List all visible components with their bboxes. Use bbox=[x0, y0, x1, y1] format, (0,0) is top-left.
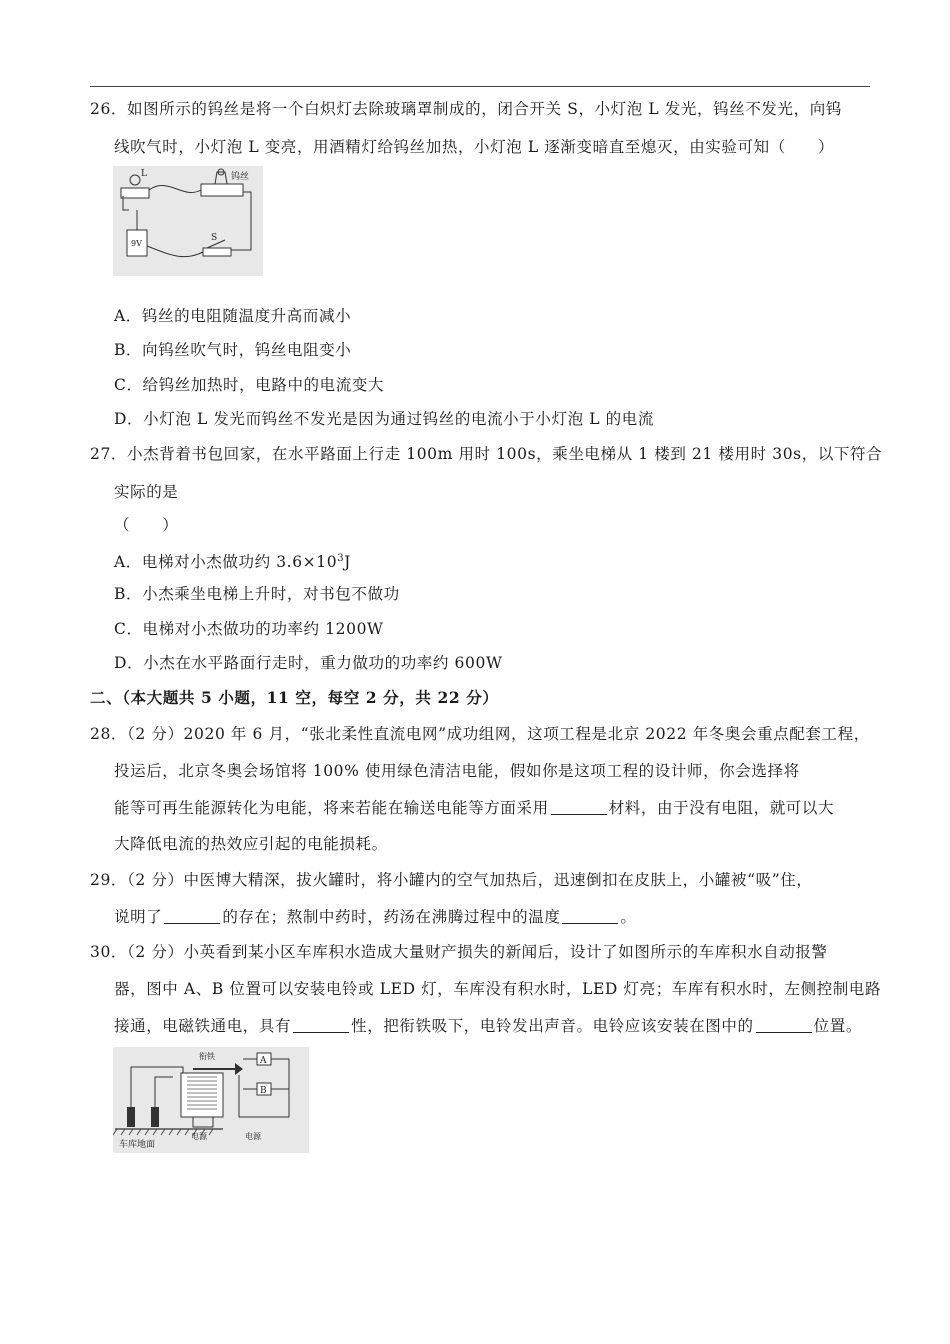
q29-line2: 说明了 的存在；熬制中药时，药汤在沸腾过程中的温度 。 bbox=[114, 908, 637, 926]
section-2-title: 二、（本大题共 5 小题，11 空，每空 2 分，共 22 分） bbox=[90, 688, 499, 707]
q28-line2: 投运后，北京冬奥会场馆将 100% 使用绿色清洁电能，假如你是这项工程的设计师，你会选择将 bbox=[114, 762, 800, 780]
probe-left bbox=[127, 1107, 135, 1127]
q30-line3: 接通，电磁铁通电，具有 性，把衔铁吸下，电铃发出声音。电铃应该安装在图中的 位置。 bbox=[114, 1017, 862, 1035]
label-a: A bbox=[260, 1056, 267, 1066]
q28-line3: 能等可再生能源转化为电能，将来若能在输送电能等方面采用 材料，由于没有电阻，就可以大 bbox=[114, 799, 835, 817]
label-garage-floor: 车库地面 bbox=[119, 1140, 156, 1150]
q28-line4: 大降低电流的热效应引起的电能损耗。 bbox=[114, 835, 388, 853]
q26-option-a: A．钨丝的电阻随温度升高而减小 bbox=[114, 307, 352, 325]
probe-right bbox=[151, 1107, 159, 1127]
label-armature: 衔铁 bbox=[199, 1052, 215, 1061]
q26-option-c: C．给钨丝加热时，电路中的电流变大 bbox=[114, 376, 385, 394]
q27-option-d: D．小杰在水平路面行走时，重力做功的功率约 600W bbox=[114, 654, 503, 672]
q27-stem-line1: 27．小杰背着书包回家，在水平路面上行走 100m 用时 100s，乘坐电梯从 1 楼到 21 楼用时 30s，以下符合 bbox=[90, 445, 883, 463]
q30-alarm-circuit-figure bbox=[113, 1047, 309, 1153]
label-b: B bbox=[260, 1086, 267, 1096]
answer-blank[interactable] bbox=[164, 909, 220, 924]
q30-line2: 器，图中 A、B 位置可以安装电铃或 LED 灯，车库没有积水时，LED 灯亮；车库有积水时，左侧控制电路 bbox=[114, 980, 882, 998]
label-switch: S bbox=[211, 233, 218, 243]
q27-stem-line2: 实际的是 bbox=[114, 483, 179, 501]
q26-stem-line1: 26．如图所示的钨丝是将一个白炽灯去除玻璃罩制成的，闭合开关 S，小灯泡 L 发光，钨丝不发光，向钨 bbox=[90, 100, 842, 118]
q26-circuit-figure bbox=[113, 166, 263, 276]
label-l: L bbox=[141, 169, 147, 179]
q27-option-c: C．电梯对小杰做功的功率约 1200W bbox=[114, 620, 384, 638]
q26-option-b: B．向钨丝吹气时，钨丝电阻变小 bbox=[114, 341, 352, 359]
q27-answer-paren: （ ） bbox=[114, 516, 179, 534]
answer-blank[interactable] bbox=[562, 909, 618, 924]
label-power-1: 电源 bbox=[191, 1132, 207, 1141]
q26-option-d: D．小灯泡 L 发光而钨丝不发光是因为通过钨丝的电流小于小灯泡 L 的电流 bbox=[114, 410, 654, 428]
answer-blank[interactable] bbox=[756, 1018, 812, 1033]
label-tungsten: 钨丝 bbox=[231, 172, 250, 182]
answer-blank[interactable] bbox=[293, 1018, 349, 1033]
q29-line1: 29．（2 分）中医博大精深，拔火罐时，将小罐内的空气加热后，迅速倒扣在皮肤上，小罐被“吸”住， bbox=[90, 871, 813, 889]
label-power-2: 电源 bbox=[245, 1132, 261, 1141]
header-rule bbox=[90, 86, 870, 87]
q30-line1: 30．（2 分）小英看到某小区车库积水造成大量财产损失的新闻后，设计了如图所示的车库积水自动报警 bbox=[90, 943, 828, 961]
q27-option-b: B．小杰乘坐电梯上升时，对书包不做功 bbox=[114, 585, 400, 603]
q28-line1: 28．（2 分）2020 年 6 月，“张北柔性直流电网”成功组网，这项工程是北京 2022 年冬奥会重点配套工程， bbox=[90, 725, 870, 743]
answer-blank[interactable] bbox=[551, 800, 607, 815]
label-battery: 9V bbox=[131, 239, 142, 248]
q26-stem-line2: 线吹气时，小灯泡 L 变亮，用酒精灯给钨丝加热，小灯泡 L 逐渐变暗直至熄灭，由实验可知（ ） bbox=[114, 138, 835, 156]
bulb-icon bbox=[130, 175, 140, 185]
q27-option-a: A．电梯对小杰做功约 $3.6\times 10^3J$ bbox=[114, 553, 351, 572]
